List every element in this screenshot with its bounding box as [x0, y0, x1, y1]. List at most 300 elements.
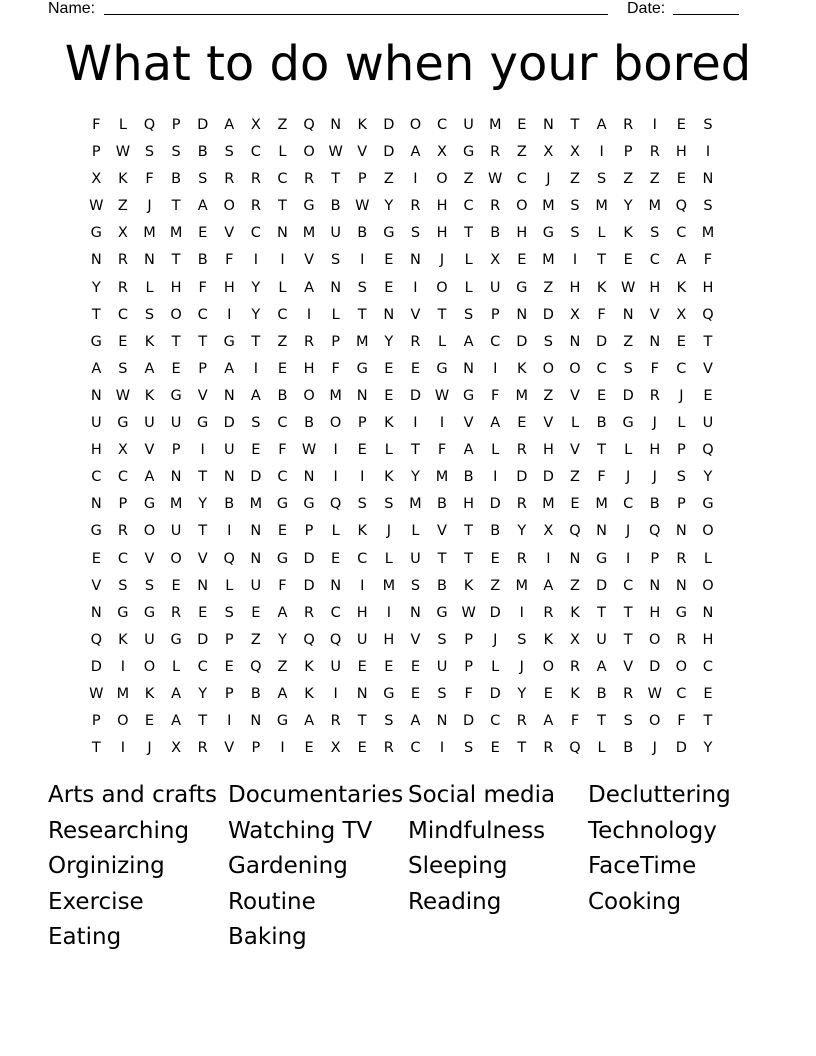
- grid-letter: B: [197, 144, 208, 161]
- grid-letter: U: [489, 279, 501, 296]
- grid-letter: A: [144, 469, 155, 486]
- grid-letter: L: [437, 333, 447, 350]
- grid-letter: E: [703, 387, 713, 404]
- grid-letter: N: [330, 577, 342, 594]
- word-list-item: Cooking: [588, 888, 682, 915]
- grid-letter: S: [676, 469, 686, 486]
- grid-letter: R: [516, 496, 527, 513]
- grid-letter: H: [702, 631, 714, 648]
- grid-letter: L: [118, 117, 127, 133]
- grid-letter: R: [490, 144, 501, 161]
- grid-letter: I: [360, 469, 365, 486]
- grid-letter: N: [277, 225, 288, 242]
- grid-letter: A: [410, 144, 421, 161]
- grid-letter: Z: [277, 117, 288, 133]
- grid-letter: S: [650, 225, 660, 242]
- word-list-item: Social media: [408, 782, 556, 808]
- grid-letter: O: [675, 658, 688, 675]
- grid-letter: I: [333, 685, 338, 702]
- grid-letter: G: [223, 333, 235, 350]
- grid-letter: C: [197, 658, 208, 675]
- word-list-item: Sleeping: [408, 853, 508, 879]
- grid-letter: F: [198, 279, 207, 296]
- grid-letter: R: [516, 713, 527, 730]
- word-list-item: Researching: [48, 817, 190, 844]
- grid-letter: Z: [463, 171, 474, 188]
- grid-letter: G: [675, 604, 687, 621]
- grid-letter: I: [253, 360, 258, 377]
- grid-letter: F: [597, 469, 606, 486]
- grid-row: [83, 220, 721, 247]
- grid-letter: Y: [91, 279, 101, 296]
- grid-letter: N: [516, 306, 528, 323]
- grid-letter: G: [170, 387, 182, 404]
- grid-letter: Y: [251, 306, 261, 323]
- grid-letter: T: [331, 171, 341, 188]
- grid-letter: D: [489, 604, 501, 621]
- grid-letter: N: [383, 306, 395, 323]
- grid-letter: W: [301, 442, 317, 459]
- grid-letter: G: [276, 496, 289, 513]
- grid-letter: K: [144, 387, 155, 404]
- grid-letter: E: [676, 171, 686, 188]
- word-list-item: FaceTime: [588, 853, 697, 879]
- grid-letter: T: [171, 333, 181, 350]
- grid-letter: K: [596, 279, 607, 296]
- grid-letter: N: [223, 387, 235, 404]
- grid-letter: I: [253, 252, 258, 269]
- grid-letter: F: [703, 252, 713, 269]
- grid-letter: T: [410, 442, 420, 459]
- grid-letter: R: [490, 198, 501, 215]
- grid-letter: R: [250, 198, 261, 215]
- grid-letter: L: [703, 550, 712, 567]
- grid-letter: M: [595, 198, 608, 215]
- grid-letter: B: [437, 577, 447, 594]
- grid-letter: P: [650, 550, 660, 567]
- grid-letter: A: [410, 713, 421, 730]
- grid-letter: Z: [117, 198, 128, 215]
- grid-letter: T: [570, 117, 580, 133]
- grid-letter: I: [439, 415, 445, 432]
- grid-letter: S: [198, 171, 208, 188]
- grid-letter: E: [251, 604, 261, 621]
- grid-letter: E: [357, 658, 367, 675]
- grid-letter: Q: [223, 550, 235, 567]
- grid-letter: A: [250, 387, 261, 404]
- grid-letter: E: [543, 685, 553, 702]
- grid-letter: B: [596, 685, 607, 702]
- grid-letter: N: [436, 713, 448, 730]
- grid-letter: P: [171, 442, 181, 459]
- grid-letter: N: [330, 279, 342, 296]
- grid-letter: D: [542, 469, 554, 486]
- grid-letter: P: [304, 523, 314, 540]
- grid-letter: K: [357, 523, 367, 540]
- grid-letter: C: [649, 252, 660, 269]
- grid-letter: Y: [703, 740, 713, 757]
- grid-letter: S: [144, 144, 155, 161]
- grid-letter: A: [171, 685, 182, 702]
- grid-letter: U: [410, 550, 421, 567]
- grid-letter: Q: [90, 631, 102, 648]
- grid-letter: Q: [649, 523, 661, 540]
- grid-letter: X: [117, 442, 128, 459]
- grid-letter: F: [597, 306, 606, 323]
- grid-letter: I: [413, 171, 418, 188]
- grid-letter: L: [278, 279, 287, 296]
- grid-letter: S: [464, 306, 474, 323]
- grid-letter: E: [251, 442, 261, 459]
- header: [0, 0, 816, 20]
- grid-letter: W: [488, 171, 503, 188]
- grid-letter: G: [276, 713, 289, 730]
- date-label: Date:: [627, 0, 666, 17]
- grid-letter: Q: [250, 658, 262, 675]
- grid-letter: N: [649, 333, 661, 350]
- grid-letter: D: [622, 387, 634, 404]
- grid-letter: P: [91, 713, 101, 730]
- grid-letter: Z: [277, 658, 288, 675]
- grid-letter: T: [597, 442, 606, 459]
- grid-letter: J: [652, 469, 657, 486]
- grid-letter: E: [410, 685, 420, 702]
- grid-letter: S: [410, 577, 421, 594]
- grid-letter: C: [117, 469, 128, 486]
- grid-letter: U: [330, 225, 341, 242]
- grid-letter: F: [331, 360, 340, 377]
- grid-letter: Y: [703, 469, 713, 486]
- grid-row: [83, 681, 721, 708]
- grid-letter: K: [304, 658, 314, 675]
- grid-letter: N: [675, 577, 687, 594]
- grid-letter: S: [623, 713, 633, 730]
- grid-letter: N: [303, 469, 315, 486]
- grid-letter: A: [463, 442, 474, 459]
- grid-letter: W: [115, 387, 131, 404]
- grid-letter: H: [702, 279, 714, 296]
- grid-letter: R: [623, 117, 634, 133]
- grid-letter: U: [223, 442, 235, 459]
- grid-letter: E: [144, 713, 155, 730]
- grid-letter: C: [596, 360, 607, 377]
- name-blank-line: [104, 14, 608, 15]
- grid-letter: U: [250, 577, 262, 594]
- grid-letter: R: [410, 333, 421, 350]
- grid-letter: H: [649, 604, 661, 621]
- grid-letter: C: [330, 604, 341, 621]
- word-list-item: Mindfulness: [408, 817, 546, 844]
- grid-letter: A: [490, 415, 501, 432]
- grid-letter: R: [197, 740, 208, 757]
- grid-letter: P: [331, 333, 341, 350]
- grid-letter: B: [490, 523, 501, 540]
- grid-letter: X: [117, 225, 128, 242]
- grid-letter: S: [171, 144, 181, 161]
- grid-letter: E: [410, 658, 420, 675]
- grid-letter: T: [597, 252, 606, 269]
- grid-letter: O: [569, 360, 581, 377]
- grid-letter: S: [384, 713, 394, 730]
- grid-letter: K: [676, 279, 687, 296]
- grid-letter: X: [543, 523, 554, 540]
- word-list-item: Reading: [408, 888, 502, 915]
- grid-letter: T: [198, 713, 208, 730]
- grid-letter: M: [542, 198, 555, 215]
- grid-letter: T: [171, 198, 181, 215]
- grid-letter: I: [333, 469, 338, 486]
- grid-letter: S: [331, 252, 341, 269]
- grid-letter: P: [676, 442, 686, 459]
- grid-letter: E: [384, 252, 394, 269]
- grid-letter: C: [277, 171, 288, 188]
- grid-letter: H: [649, 279, 661, 296]
- word-search-grid: [83, 112, 721, 762]
- grid-letter: N: [330, 117, 342, 133]
- grid-letter: M: [382, 577, 396, 594]
- word-list-item: Gardening: [228, 853, 348, 879]
- grid-letter: O: [329, 415, 342, 432]
- grid-letter: E: [357, 442, 367, 459]
- grid-letter: C: [117, 306, 128, 323]
- grid-letter: Y: [517, 523, 527, 540]
- grid-letter: K: [463, 577, 474, 594]
- grid-letter: D: [516, 469, 528, 486]
- grid-letter: S: [118, 360, 128, 377]
- grid-letter: I: [360, 252, 365, 269]
- grid-letter: E: [676, 117, 686, 133]
- grid-letter: H: [303, 360, 315, 377]
- grid-letter: X: [437, 144, 447, 161]
- grid-letter: C: [623, 577, 634, 594]
- grid-letter: E: [384, 279, 394, 296]
- grid-letter: I: [227, 306, 232, 323]
- grid-letter: D: [595, 333, 608, 350]
- grid-row: [83, 573, 721, 600]
- grid-letter: V: [570, 442, 580, 459]
- grid-letter: K: [384, 469, 394, 486]
- grid-letter: Z: [623, 333, 634, 350]
- grid-letter: V: [304, 252, 314, 269]
- grid-letter: G: [436, 360, 448, 377]
- grid-row: [83, 437, 721, 464]
- grid-letter: P: [91, 144, 101, 161]
- grid-letter: I: [599, 144, 604, 161]
- grid-letter: L: [172, 658, 181, 675]
- grid-letter: H: [675, 144, 687, 161]
- grid-row: [83, 600, 721, 627]
- grid-letter: E: [623, 252, 633, 269]
- grid-letter: D: [250, 469, 262, 486]
- grid-row: [83, 518, 721, 545]
- grid-letter: G: [462, 144, 475, 161]
- grid-letter: A: [171, 713, 182, 730]
- grid-letter: J: [652, 415, 657, 432]
- grid-letter: H: [383, 631, 395, 648]
- grid-letter: S: [357, 496, 367, 513]
- grid-letter: S: [623, 360, 633, 377]
- grid-letter: Q: [303, 117, 315, 133]
- grid-letter: R: [224, 171, 235, 188]
- grid-letter: G: [303, 198, 315, 215]
- grid-letter: S: [118, 577, 128, 594]
- grid-letter: B: [437, 496, 447, 513]
- grid-letter: R: [117, 523, 128, 540]
- grid-letter: M: [701, 225, 715, 242]
- grid-letter: C: [357, 550, 368, 567]
- grid-letter: O: [303, 387, 315, 404]
- grid-letter: G: [90, 333, 102, 350]
- grid-letter: N: [144, 252, 155, 269]
- grid-letter: U: [436, 658, 448, 675]
- grid-letter: R: [117, 279, 128, 296]
- grid-letter: Q: [702, 442, 714, 459]
- grid-letter: Z: [570, 577, 580, 594]
- grid-letter: N: [250, 550, 262, 567]
- grid-letter: R: [516, 550, 527, 567]
- grid-letter: K: [517, 360, 527, 377]
- grid-letter: Q: [329, 631, 342, 648]
- grid-letter: G: [117, 604, 129, 621]
- grid-letter: M: [329, 387, 342, 404]
- grid-letter: X: [543, 144, 554, 161]
- grid-letter: D: [303, 550, 315, 567]
- grid-letter: R: [410, 198, 421, 215]
- grid-letter: X: [250, 117, 261, 133]
- grid-letter: Y: [623, 198, 633, 215]
- grid-letter: L: [597, 225, 606, 242]
- grid-letter: D: [649, 658, 661, 675]
- grid-letter: T: [198, 523, 208, 540]
- grid-letter: G: [197, 415, 209, 432]
- grid-letter: O: [516, 198, 528, 215]
- grid-letter: L: [384, 442, 393, 459]
- grid-row: [83, 193, 721, 220]
- grid-letter: B: [463, 469, 474, 486]
- grid-letter: I: [120, 740, 126, 757]
- grid-letter: A: [277, 685, 288, 702]
- grid-letter: E: [91, 550, 101, 567]
- grid-letter: E: [277, 523, 288, 540]
- grid-letter: Z: [623, 171, 634, 188]
- grid-letter: T: [171, 252, 181, 269]
- word-list-item: Baking: [228, 924, 307, 950]
- grid-letter: V: [197, 387, 208, 404]
- grid-letter: R: [516, 442, 527, 459]
- grid-letter: N: [569, 550, 581, 567]
- grid-letter: J: [147, 198, 152, 215]
- grid-letter: X: [91, 171, 102, 188]
- grid-letter: R: [676, 631, 687, 648]
- grid-letter: I: [306, 306, 312, 323]
- grid-letter: R: [330, 713, 341, 730]
- grid-row: [83, 139, 721, 166]
- grid-letter: O: [542, 360, 555, 377]
- grid-letter: T: [597, 713, 606, 730]
- grid-letter: T: [703, 713, 713, 730]
- grid-letter: X: [676, 306, 687, 323]
- grid-row: [83, 708, 721, 735]
- grid-letter: Z: [383, 171, 394, 188]
- grid-letter: T: [198, 333, 208, 350]
- grid-letter: E: [198, 604, 208, 621]
- grid-letter: C: [702, 658, 714, 675]
- grid-letter: K: [570, 604, 580, 621]
- grid-letter: I: [413, 415, 418, 432]
- grid-letter: T: [437, 550, 447, 567]
- grid-letter: C: [463, 198, 474, 215]
- grid-letter: E: [384, 658, 394, 675]
- grid-letter: M: [169, 496, 183, 513]
- grid-letter: U: [702, 415, 714, 432]
- grid-letter: V: [224, 740, 235, 757]
- grid-letter: V: [224, 225, 235, 242]
- grid-letter: N: [409, 252, 421, 269]
- grid-letter: S: [437, 685, 447, 702]
- grid-letter: K: [304, 685, 314, 702]
- grid-letter: O: [117, 713, 129, 730]
- grid-letter: L: [411, 523, 420, 540]
- grid-letter: S: [543, 333, 553, 350]
- grid-letter: G: [436, 604, 448, 621]
- grid-letter: X: [490, 252, 501, 269]
- grid-letter: B: [171, 171, 182, 188]
- grid-letter: A: [676, 252, 687, 269]
- grid-letter: I: [280, 252, 285, 269]
- grid-letter: D: [595, 577, 608, 594]
- grid-letter: G: [622, 415, 634, 432]
- grid-letter: C: [250, 144, 261, 161]
- grid-letter: R: [623, 685, 634, 702]
- grid-letter: D: [489, 496, 501, 513]
- grid-letter: K: [144, 685, 155, 702]
- grid-letter: E: [490, 740, 500, 757]
- grid-letter: I: [572, 252, 578, 269]
- grid-letter: C: [117, 550, 128, 567]
- grid-letter: P: [676, 496, 686, 513]
- grid-letter: S: [570, 225, 580, 242]
- grid-letter: M: [302, 225, 316, 242]
- grid-letter: A: [543, 713, 554, 730]
- grid-letter: U: [144, 415, 155, 432]
- grid-letter: I: [413, 279, 418, 296]
- grid-letter: I: [120, 658, 126, 675]
- grid-letter: N: [250, 713, 262, 730]
- grid-letter: C: [490, 333, 501, 350]
- grid-letter: Y: [384, 333, 394, 350]
- grid-letter: F: [570, 713, 580, 730]
- grid-letter: X: [171, 740, 182, 757]
- grid-letter: L: [491, 658, 500, 675]
- grid-letter: O: [702, 523, 714, 540]
- grid-letter: I: [652, 117, 657, 133]
- grid-letter: P: [357, 415, 367, 432]
- grid-letter: M: [595, 496, 608, 513]
- grid-letter: P: [118, 496, 128, 513]
- grid-letter: X: [570, 144, 580, 161]
- grid-letter: N: [356, 387, 368, 404]
- grid-letter: D: [542, 306, 554, 323]
- grid-letter: A: [197, 198, 208, 215]
- grid-letter: Z: [649, 171, 660, 188]
- grid-letter: R: [383, 740, 394, 757]
- grid-letter: Z: [570, 469, 580, 486]
- grid-letter: R: [250, 171, 261, 188]
- grid-letter: S: [251, 415, 261, 432]
- grid-letter: L: [570, 415, 580, 432]
- grid-letter: U: [144, 631, 155, 648]
- grid-letter: S: [703, 117, 713, 133]
